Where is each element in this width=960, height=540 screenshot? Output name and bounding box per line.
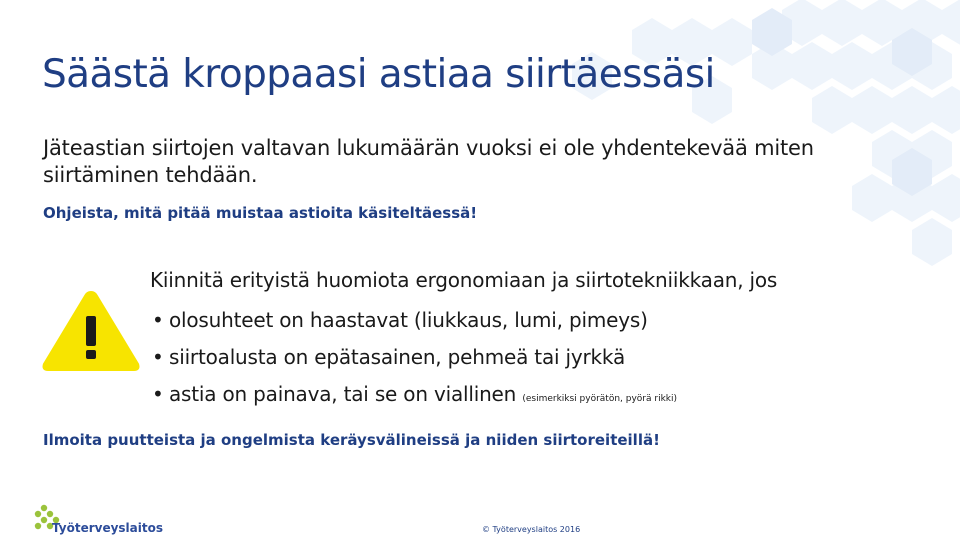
bullet-dot: • [152, 345, 164, 369]
list-item [152, 306, 677, 343]
bullet-text: olosuhteet on haastavat (liukkaus, lumi, pimeys) [169, 308, 648, 332]
conditions-list [152, 306, 677, 417]
list-item [152, 343, 677, 380]
list-item [152, 380, 677, 417]
bullet-text: astia on painava, tai se on viallinen [169, 382, 517, 406]
bullet-note: (esimerkiksi pyörätön, pyörä rikki) [522, 394, 678, 404]
intro-text: Jäteastian siirtojen valtavan lukumäärän vuoksi ei ole yhdentekevää miten siirtäminen tehdään. [43, 136, 814, 187]
lead-text: Kiinnitä erityistä huomiota ergonomiaan ja siirtotekniikkaan, jos [150, 268, 778, 292]
notice-text: Ilmoita puutteista ja ongelmista keräysvälineissä ja niiden siirtoreiteillä! [43, 431, 660, 449]
logo-text: Työterveyslaitos [52, 521, 163, 535]
slide-title: Säästä kroppaasi astiaa siirtäessäsi [42, 52, 715, 97]
subheading: Ohjeista, mitä pitää muistaa astioita käsiteltäessä! [43, 204, 478, 222]
copyright-text: © Työterveyslaitos 2016 [482, 525, 581, 534]
bullet-text: siirtoalusta on epätasainen, pehmeä tai jyrkkä [169, 345, 625, 369]
bullet-dot: • [152, 382, 164, 406]
warning-exclamation-icon [40, 288, 142, 374]
bullet-dot: • [152, 308, 164, 332]
